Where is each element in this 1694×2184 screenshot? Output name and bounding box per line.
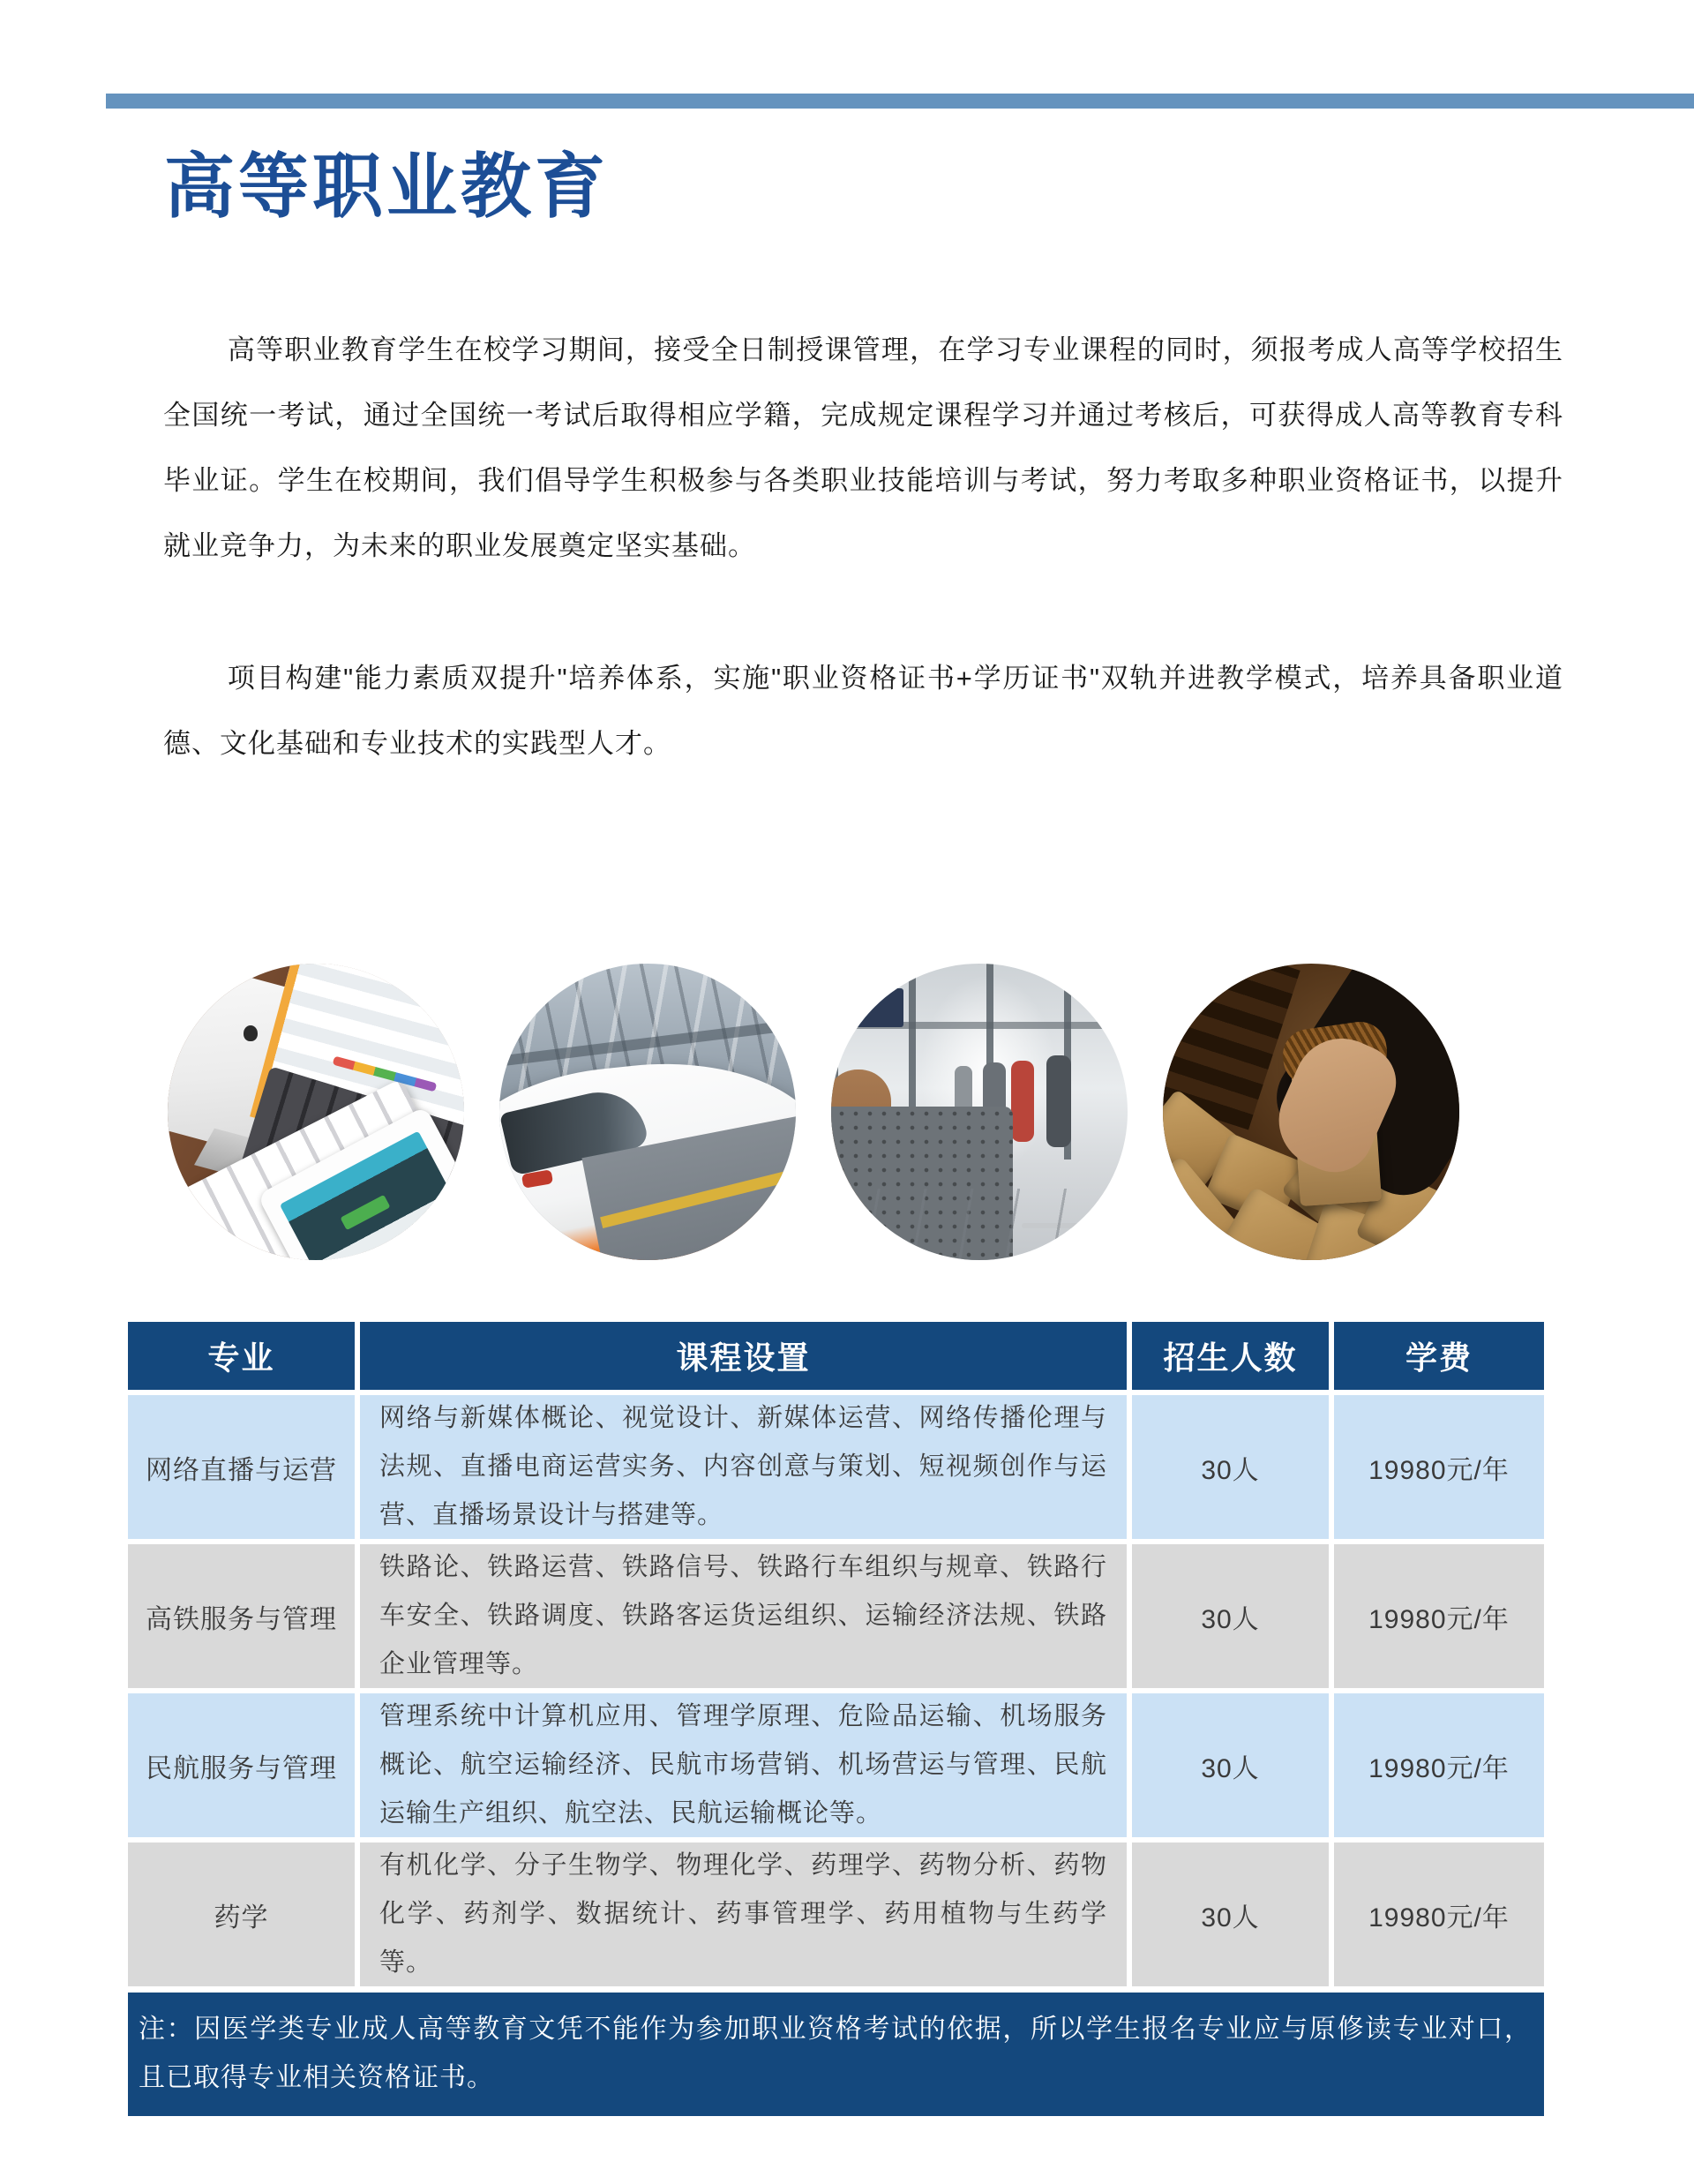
table-header-enrollment: 招生人数 (1132, 1322, 1329, 1390)
apple-logo-shape (244, 1025, 258, 1041)
table-cell-major: 高铁服务与管理 (128, 1544, 355, 1688)
herbal-medicine-photo (1163, 964, 1459, 1260)
table-cell-major: 网络直播与运营 (128, 1395, 355, 1539)
page-title: 高等职业教育 (164, 147, 609, 226)
table-cell-enrollment: 30人 (1132, 1544, 1329, 1688)
floor-tiles-shape (831, 1189, 1128, 1260)
table-cell-tuition: 19980元/年 (1334, 1395, 1544, 1539)
table-cell-tuition: 19980元/年 (1334, 1693, 1544, 1837)
table-cell-major: 民航服务与管理 (128, 1693, 355, 1837)
intro-section (163, 318, 1563, 777)
table-cell-courses: 网络与新媒体概论、视觉设计、新媒体运营、网络传播伦理与法规、直播电商运营实务、内容创意与策划、短视频创作与运营、直播场景设计与搭建等。 (360, 1395, 1127, 1539)
table-cell-courses: 有机化学、分子生物学、物理化学、药理学、药物分析、药物化学、药剂学、数据统计、药事管理学、药用植物与生药学等。 (360, 1843, 1127, 1986)
table-header-tuition: 学费 (1334, 1322, 1544, 1390)
program-table (128, 1322, 1544, 1986)
table-cell-enrollment: 30人 (1132, 1395, 1329, 1539)
computer-workspace-photo (168, 964, 464, 1260)
table-cell-tuition: 19980元/年 (1334, 1843, 1544, 1986)
intro-paragraph-1: 高等职业教育学生在校学习期间，接受全日制授课管理，在学习专业课程的同时，须报考成人高等学校招生全国统一考试，通过全国统一考试后取得相应学籍，完成规定课程学习并通过考核后，可获得成人高等教育专科毕业证。学生在校期间，我们倡导学生积极参与各类职业技能培训与考试，努力考取多种职业资格证书，以提升就业竞争力，为未来的职业发展奠定坚实基础。 (163, 334, 1563, 561)
person-shape (1011, 1061, 1034, 1142)
intro-paragraph-2: 项目构建"能力素质双提升"培养体系，实施"职业资格证书+学历证书"双轨并进教学模式，培养具备职业道德、文化基础和专业技术的实践型人才。 (163, 663, 1563, 759)
table-cell-major: 药学 (128, 1843, 355, 1986)
high-speed-train-photo (499, 964, 796, 1260)
table-header-courses: 课程设置 (360, 1322, 1127, 1390)
top-accent-bar (106, 94, 1694, 109)
table-cell-courses: 铁路论、铁路运营、铁路信号、铁路行车组织与规章、铁路行车安全、铁路调度、铁路客运货运组织、运输经济法规、铁路企业管理等。 (360, 1544, 1127, 1688)
info-screen-shape (838, 988, 903, 1027)
person-shape (1046, 1055, 1071, 1147)
table-cell-tuition: 19980元/年 (1334, 1544, 1544, 1688)
footnote: 注：因医学类专业成人高等教育文凭不能作为参加职业资格考试的依据，所以学生报名专业应与原修读专业对口，且已取得专业相关资格证书。 (128, 1993, 1544, 2116)
airport-terminal-photo (831, 964, 1128, 1260)
table-header-major: 专业 (128, 1322, 355, 1390)
table-cell-enrollment: 30人 (1132, 1693, 1329, 1837)
photo-row (168, 964, 1459, 1260)
table-cell-enrollment: 30人 (1132, 1843, 1329, 1986)
table-cell-courses: 管理系统中计算机应用、管理学原理、危险品运输、机场服务概论、航空运输经济、民航市场营销、机场营运与管理、民航运输生产组织、航空法、民航运输概论等。 (360, 1693, 1127, 1837)
